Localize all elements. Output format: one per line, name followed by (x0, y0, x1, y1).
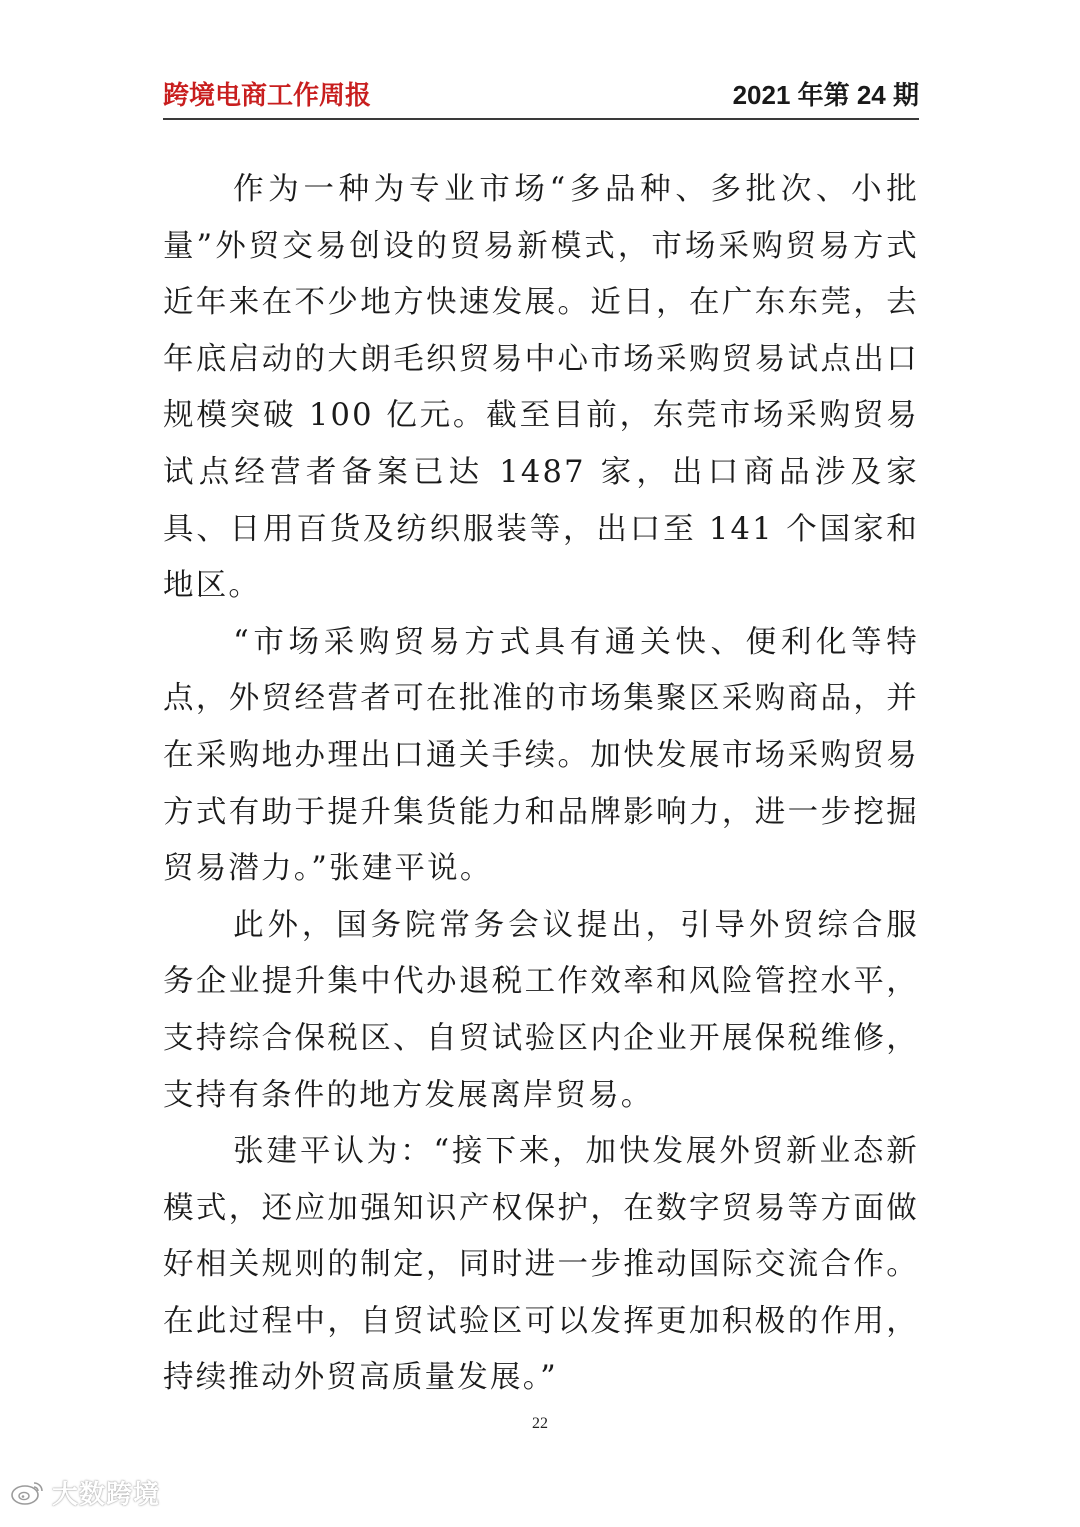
paragraph: 此外，国务院常务会议提出，引导外贸综合服务企业提升集中代办退税工作效率和风险管控水平，支持综合保税区、自贸试验区内企业开展保税维修，支持有条件的地方发展离岸贸易。 (163, 907, 919, 1113)
watermark (10, 1472, 160, 1512)
paragraph: 张建平认为：“接下来，加快发展外贸新业态新模式，还应加强知识产权保护，在数字贸易等方面做好相关规则的制定，同时进一步推动国际交流合作。在此过程中，自贸试验区可以发挥更加积极的作用，持续推动外贸高质量发展。” (163, 1134, 919, 1396)
issue-number: 2021 年第 24 期 (732, 80, 919, 110)
watermark-text: 大数跨境 (52, 1479, 161, 1510)
page-header (163, 78, 919, 120)
weibo-logo-icon (10, 1477, 46, 1507)
page-number: 22 (532, 1415, 548, 1432)
paragraph: 作为一种为专业市场“多品种、多批次、小批量”外贸交易创设的贸易新模式，市场采购贸易方式近年来在不少地方快速发展。近日，在广东东莞，去年底启动的大朗毛织贸易中心市场采购贸易试点出口规模突破 100 亿元。截至目前，东莞市场采购贸易试点经营者备案已达 1487 家，出口商品涉及家具、日用百货及纺织服装等，出口至 141 个国家和地区。 (163, 172, 919, 604)
paragraph: “市场采购贸易方式具有通关快、便利化等特点，外贸经营者可在批准的市场集聚区采购商品，并在采购地办理出口通关手续。加快发展市场采购贸易方式有助于提升集货能力和品牌影响力，进一步挖掘贸易潜力。”张建平说。 (163, 624, 919, 887)
article-body (163, 162, 919, 1407)
publication-title: 跨境电商工作周报 (163, 80, 372, 110)
